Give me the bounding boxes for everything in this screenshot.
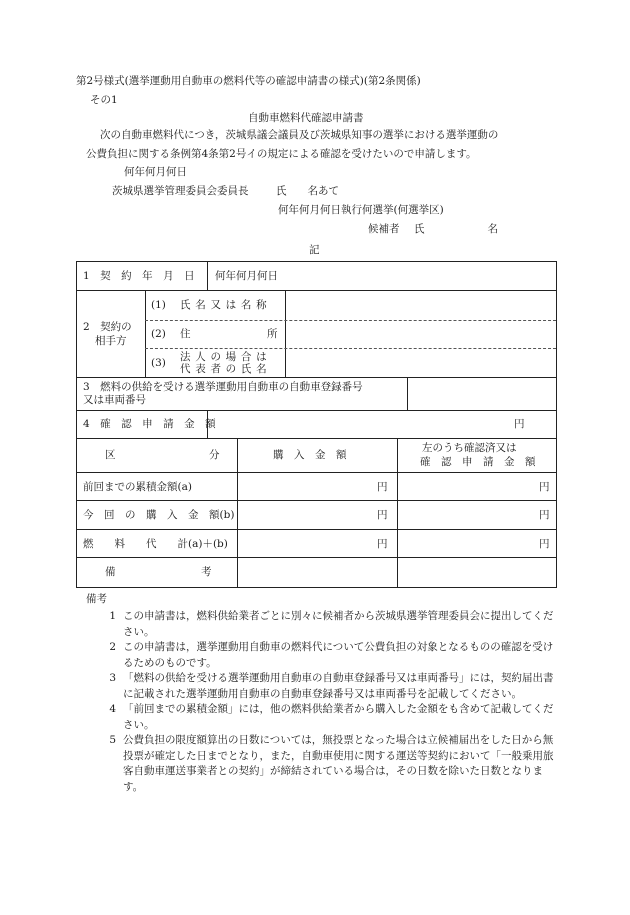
yen-unit: 円: [539, 509, 550, 521]
requested-amount-field[interactable]: [213, 415, 513, 433]
table-row: [77, 473, 556, 501]
remarks-row: [77, 558, 556, 587]
yen-unit: 円: [539, 481, 550, 493]
notes-heading: 備考: [86, 593, 107, 605]
fuel-total-label: 燃 料 代 計(a)＋(b): [83, 538, 228, 550]
counterparty-name-field[interactable]: [291, 297, 551, 315]
counterparty-label-2: 相手方: [95, 335, 127, 347]
col-kubun-a: 区: [105, 449, 116, 461]
yen-unit: 円: [539, 538, 550, 550]
vehicle-number-label-2: 又は車両番号: [83, 394, 146, 406]
yen-unit: 円: [377, 509, 388, 521]
current-purchase-label: 今 回 の 購 入 金 額(b): [83, 509, 235, 521]
col-confirmed-2: 確 認 申 請 金 額: [420, 456, 536, 468]
candidate-name: 氏 名: [414, 223, 498, 235]
sub2-label-b: 所: [267, 328, 278, 340]
intro-line-2: 公費負担に関する条例第4条第2号イの規定による確認を受けたいので申請します。: [86, 148, 477, 160]
counterparty-row: [77, 291, 556, 378]
candidate-label: 候補者: [368, 223, 400, 235]
form-part: その1: [90, 94, 118, 106]
addressee-name: 氏 名あて: [276, 185, 339, 197]
addressee: 茨城県選挙管理委員会委員長: [112, 185, 249, 197]
sub2-label-a: 住: [180, 328, 191, 340]
list-item: 5 公費負担の限度額算出の日数については，無投票となった場合は立候補届出をした日から無投票が確定した日までとなり，また，自動車使用に関する運送等契約において「一般乗用旅客自動車運送事業者との契約」が締結されている場合は，その日数を除いた日数となります。: [109, 734, 554, 793]
yen-unit: 円: [377, 481, 388, 493]
document-title: 自動車燃料代確認申請書: [248, 112, 364, 124]
table-row: [77, 530, 556, 558]
sub3-label-1: 法人の場合は: [180, 351, 272, 363]
application-table: [76, 261, 557, 588]
ki-marker: 記: [309, 244, 320, 256]
counterparty-label-1: 2 契約の: [83, 321, 132, 333]
intro-line-1: 次の自動車燃料代につき，茨城県議会議員及び茨城県知事の選挙における選挙運動の: [100, 129, 499, 141]
sub1-number: (1): [151, 299, 166, 311]
vehicle-number-label-1: 3 燃料の供給を受ける選挙運動用自動車の自動車登録番号: [83, 381, 363, 393]
counterparty-address-field[interactable]: [291, 325, 551, 343]
sub1-label: 氏名又は名称: [180, 299, 272, 311]
list-item: 1 この申請書は，燃料供給業者ごとに別々に候補者から茨城県選挙管理委員会に提出してください。: [109, 610, 554, 638]
representative-name-field[interactable]: [291, 353, 551, 371]
application-date: 何年何月何日: [124, 166, 187, 178]
contract-date-row: [77, 262, 556, 291]
sub2-number: (2): [151, 328, 166, 340]
contract-date-value[interactable]: 何年何月何日: [215, 270, 278, 282]
form-number: 第2号様式(選挙運動用自動車の燃料代等の確認申請書の様式)(第2条関係): [76, 75, 421, 87]
previous-total-label: 前回までの累積金額(a): [83, 481, 192, 493]
col-purchase-amount: 購 入 金 額: [273, 449, 347, 461]
sub3-label-2: 代表者の氏名: [180, 363, 272, 375]
requested-amount-row: [77, 411, 556, 439]
list-item: 2 この申請書は，選挙運動用自動車の燃料代について公費負担の対象となるものの確認を受けるためのものです。: [109, 641, 554, 669]
vehicle-number-field[interactable]: [413, 386, 553, 404]
col-kubun-b: 分: [209, 449, 220, 461]
list-item: 3 「燃料の供給を受ける選挙運動用自動車の自動車登録番号又は車両番号」には，契約届出書に記載された選挙運動用自動車の自動車登録番号又は車両番号を記載してください。: [109, 672, 554, 700]
election-name: 何年何月何日執行何選挙(何選挙区): [278, 204, 444, 216]
remarks-label-a: 備: [105, 566, 116, 578]
sub3-number: (3): [151, 357, 166, 369]
requested-amount-label: 4 確 認 申 請 金 額: [83, 418, 216, 430]
amount-header-row: [77, 439, 556, 473]
yen-unit: 円: [377, 538, 388, 550]
remarks-label-b: 考: [201, 566, 212, 578]
notes-section: [86, 592, 556, 795]
list-item: 4 「前回までの累積金額」には，他の燃料供給業者から購入した金額をも含めて記載してください。: [109, 703, 554, 731]
vehicle-number-row: [77, 378, 556, 411]
col-confirmed-1: 左のうち確認済又は: [422, 442, 517, 454]
contract-date-label: 1 契 約 年 月 日: [83, 270, 195, 282]
requested-amount-yen: 円: [514, 418, 525, 430]
table-row: [77, 501, 556, 530]
